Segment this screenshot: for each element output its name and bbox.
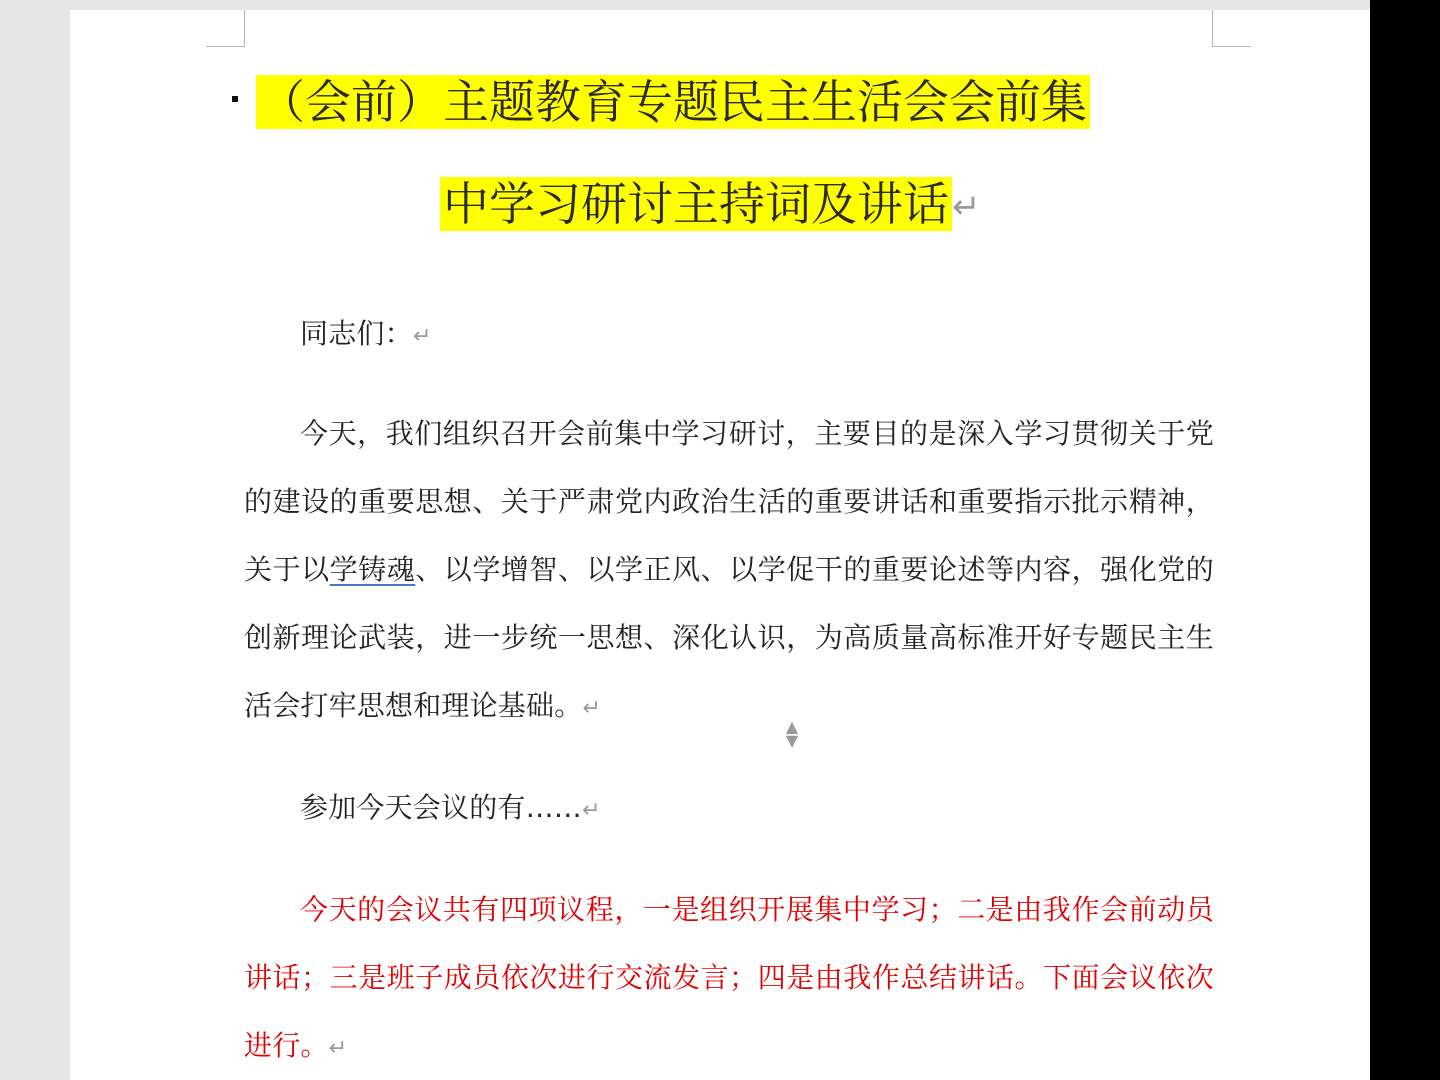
- paragraph-mark-icon: ↵: [582, 696, 602, 721]
- greeting-text: 同志们：: [300, 317, 413, 350]
- document-page[interactable]: [70, 10, 1370, 1080]
- title-highlight-1: （会前）主题教育专题民主生活会会前集: [256, 75, 1090, 129]
- greeting-paragraph[interactable]: [244, 300, 1214, 371]
- right-edge: [1370, 0, 1440, 1080]
- agenda-paragraph[interactable]: [244, 876, 1214, 1080]
- left-gutter: [0, 0, 70, 1080]
- bullet-icon: [232, 96, 238, 102]
- crop-mark-top-right: [1212, 10, 1251, 47]
- paragraph-mark-icon: ↵: [328, 1036, 348, 1061]
- paragraph-mark-icon: ↵: [412, 324, 432, 349]
- intro-paragraph[interactable]: [244, 400, 1214, 743]
- intro-text-before: 今天，我们组织召开会前集中学习研讨，主要目的是深入学习贯彻关于党的建设的重要思想、关于严肃党内政治生活的重要讲话和重要指示批示精神，关于以: [244, 417, 1214, 586]
- crop-mark-top-left: [206, 10, 245, 47]
- intro-text-after: 、以学增智、以学正风、以学促干的重要论述等内容，强化党的创新理论武装，进一步统一思想、深化认识，为高质量高标准开好专题民主生活会打牢思想和理论基础。: [244, 553, 1214, 722]
- move-handle-icon[interactable]: ▲ ▼: [785, 717, 799, 750]
- attendees-text: 参加今天会议的有……: [300, 791, 583, 824]
- document-title-line-1[interactable]: [256, 66, 1090, 138]
- agenda-text: 今天的会议共有四项议程，一是组织开展集中学习；二是由我作会前动员讲话；三是班子成员依次进行交流发言；四是由我作总结讲话。下面会议依次进行。: [244, 893, 1214, 1062]
- top-strip: [0, 0, 1370, 10]
- attendees-paragraph[interactable]: [244, 774, 1214, 845]
- title-highlight-2: 中学习研讨主持词及讲话: [440, 177, 952, 231]
- spellcheck-underlined-word[interactable]: 学铸魂: [329, 553, 416, 586]
- document-title-line-2[interactable]: [440, 168, 981, 243]
- paragraph-mark-icon: ↵: [952, 187, 981, 227]
- paragraph-mark-icon: ↵: [582, 798, 601, 823]
